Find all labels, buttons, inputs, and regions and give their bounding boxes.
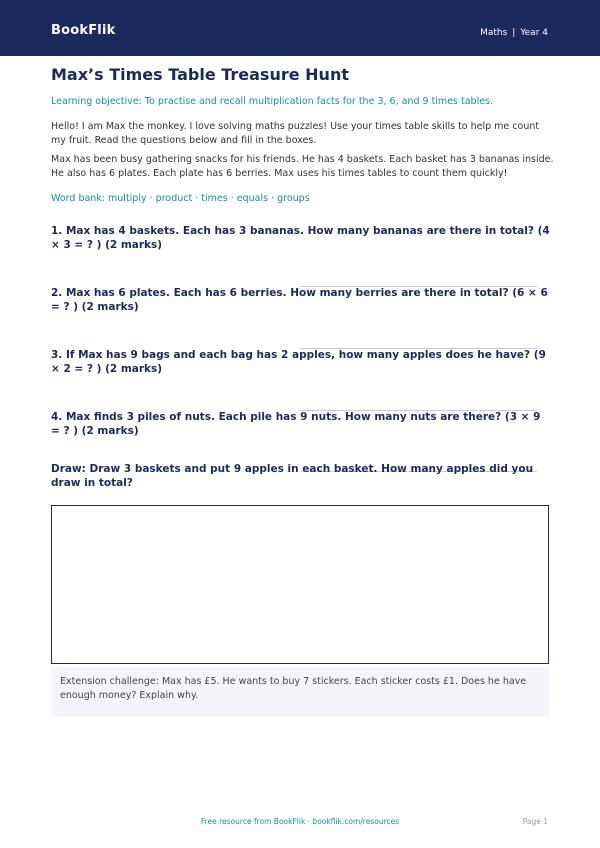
subject-label: Maths xyxy=(480,28,508,38)
question-3: 3. If Max has 9 bags and each bag has 2 apples, how many apples does he have? (9 × 2 = ? ) (2 marks) xyxy=(51,349,546,375)
page-title: Max’s Times Table Treasure Hunt xyxy=(51,65,349,84)
extension-panel xyxy=(51,667,549,717)
page-number: Page 1 xyxy=(522,817,548,826)
footer-credit: Free resource from BookFlik · bookflik.com/resources xyxy=(200,817,400,826)
extension-challenge: Extension challenge: Max has £5. He wants to buy 7 stickers. Each sticker costs £1. Does he have enough money? Explain why. xyxy=(60,676,527,701)
drawing-box[interactable] xyxy=(51,505,549,664)
question-2: 2. Max has 6 plates. Each has 6 berries. How many berries are there in total? (6 × 6 = ? ) (2 marks) xyxy=(51,287,548,313)
learning-objective: Learning objective: To practise and recall multiplication facts for the 3, 6, and 9 times tables. xyxy=(51,96,494,107)
year-label: Year 4 xyxy=(520,28,548,38)
brand-logo: BookFlik xyxy=(51,23,116,38)
header-meta xyxy=(480,28,548,38)
intro-paragraph-1: Hello! I am Max the monkey. I love solving maths puzzles! Use your times table skills to help me count my fruit. Read the questions below and fill in the boxes. xyxy=(51,121,540,146)
header-bar xyxy=(0,0,600,56)
question-1: 1. Max has 4 baskets. Each has 3 bananas. How many bananas are there in total? (4 × 3 = ? ) (2 marks) xyxy=(51,225,550,251)
meta-separator: | xyxy=(512,28,516,38)
question-4: 4. Max finds 3 piles of nuts. Each pile has 9 nuts. How many nuts are there? (3 × 9 = ? ) (2 marks) xyxy=(51,411,541,437)
word-bank: Word bank: multiply · product · times · equals · groups xyxy=(51,193,310,204)
intro-paragraph-2: Max has been busy gathering snacks for his friends. He has 4 baskets. Each basket has 3 bananas inside. He also has 6 plates. Each plate has 6 berries. Max uses his times tables to count them quickly! xyxy=(51,154,554,179)
draw-task: Draw: Draw 3 baskets and put 9 apples in each basket. How many apples did you draw in total? xyxy=(51,463,534,489)
